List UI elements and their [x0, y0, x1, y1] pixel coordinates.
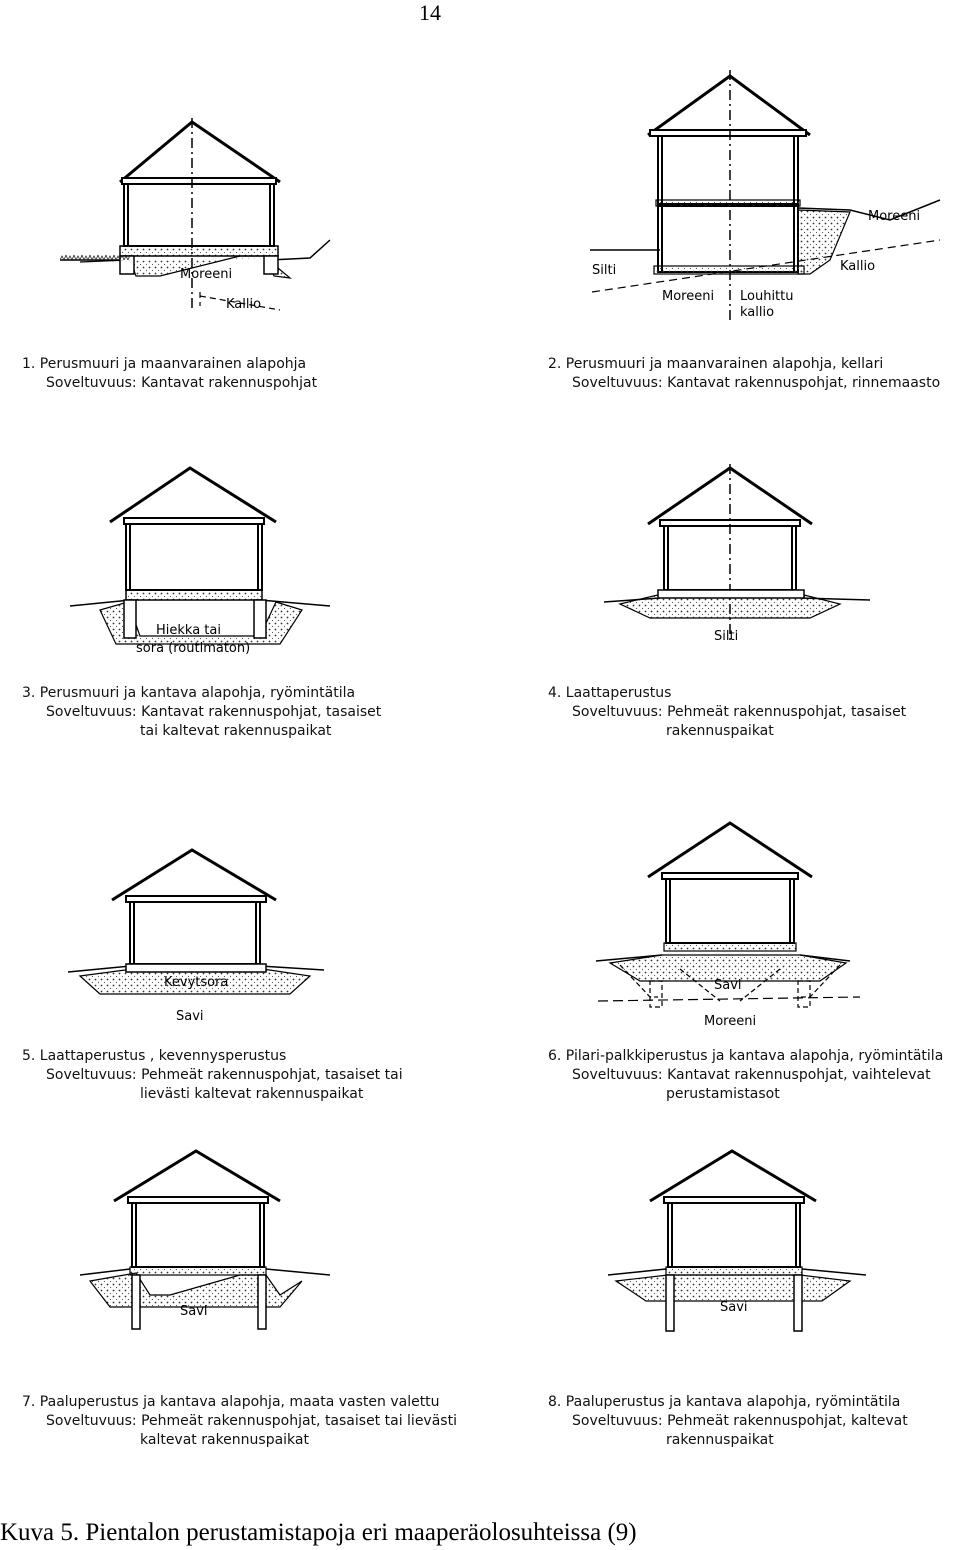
caption-suitability: Soveltuvuus: Pehmeät rakennuspohjat, tasaiset tai lievästi [46, 1413, 457, 1429]
soil-label-kallio-lower: kallio [740, 305, 775, 320]
diagram-panel-3 [40, 460, 480, 660]
soil-label-savi: Savi [714, 978, 742, 993]
house-section-1 [40, 110, 480, 330]
caption-title: 5. Laattaperustus , kevennysperustus [22, 1048, 287, 1064]
diagram-panel-2 [500, 60, 940, 330]
diagram-panel-4 [500, 460, 940, 650]
soil-label-silti: Silti [714, 629, 739, 644]
caption-title: 7. Paaluperustus ja kantava alapohja, maata vasten valettu [22, 1394, 440, 1410]
soil-label-savi: Savi [176, 1009, 204, 1024]
caption-suitability: Soveltuvuus: Pehmeät rakennuspohjat, kaltevat [572, 1413, 908, 1429]
caption-title: 8. Paaluperustus ja kantava alapohja, ryömintätila [548, 1394, 901, 1410]
caption-title: 3. Perusmuuri ja kantava alapohja, ryömintätila [22, 685, 356, 701]
caption-suitability-cont: tai kaltevat rakennuspaikat [140, 723, 332, 739]
house-section-3 [40, 460, 480, 660]
diagram-panel-6 [500, 815, 940, 1035]
caption-suitability-cont: kaltevat rakennuspaikat [140, 1432, 309, 1448]
soil-label-silti: Silti [592, 263, 617, 278]
diagram-panel-1 [40, 110, 480, 330]
caption-4 [548, 684, 906, 741]
house-section-6 [500, 815, 940, 1035]
diagram-panel-5 [40, 840, 480, 1030]
caption-8 [548, 1393, 908, 1450]
soil-label-savi: Savi [720, 1300, 748, 1315]
caption-suitability-cont: perustamistasot [666, 1086, 780, 1102]
soil-label-kevytsora: Kevytsora [164, 975, 229, 990]
caption-3 [22, 684, 381, 741]
soil-label-louhittu: Louhittu [740, 289, 794, 304]
caption-suitability-cont: rakennuspaikat [666, 1432, 774, 1448]
caption-suitability: Soveltuvuus: Kantavat rakennuspohjat, rinnemaasto [572, 375, 941, 391]
caption-suitability: Soveltuvuus: Kantavat rakennuspohjat, vaihtelevat [572, 1067, 931, 1083]
house-section-7 [40, 1145, 480, 1335]
soil-label-moreeni: Moreeni [704, 1014, 757, 1029]
diagram-panel-8 [500, 1145, 940, 1335]
caption-1 [22, 355, 317, 393]
caption-6 [548, 1047, 943, 1104]
caption-title: 4. Laattaperustus [548, 685, 672, 701]
house-section-5 [40, 840, 480, 1030]
caption-5 [22, 1047, 403, 1104]
figure-caption: Kuva 5. Pientalon perustamistapoja eri maaperäolosuhteissa (9) [0, 1519, 637, 1546]
caption-2 [548, 355, 940, 393]
caption-suitability: Soveltuvuus: Pehmeät rakennuspohjat, tasaiset tai [46, 1067, 403, 1083]
caption-title: 2. Perusmuuri ja maanvarainen alapohja, kellari [548, 356, 884, 372]
soil-label-savi: Savi [180, 1304, 208, 1319]
caption-suitability: Soveltuvuus: Kantavat rakennuspohjat [46, 375, 318, 391]
soil-label-kallio: Kallio [840, 259, 876, 274]
caption-suitability-cont: rakennuspaikat [666, 723, 774, 739]
soil-label-moreeni: Moreeni [868, 209, 921, 224]
page-number: 14 [419, 0, 441, 25]
house-section-8 [500, 1145, 940, 1335]
soil-label-sora: sora (routimaton) [136, 641, 251, 656]
soil-label-moreeni-lower: Moreeni [662, 289, 715, 304]
soil-label-kallio: Kallio [226, 297, 262, 312]
caption-title: 1. Perusmuuri ja maanvarainen alapohja [22, 356, 307, 372]
soil-label-moreeni: Moreeni [180, 267, 233, 282]
caption-suitability-cont: lievästi kaltevat rakennuspaikat [140, 1086, 364, 1102]
caption-title: 6. Pilari-palkkiperustus ja kantava alapohja, ryömintätila [548, 1048, 944, 1064]
house-section-2 [500, 60, 950, 330]
house-section-4 [500, 460, 940, 650]
diagram-panel-7 [40, 1145, 480, 1335]
caption-7 [22, 1393, 457, 1450]
soil-label-hiekka: Hiekka tai [156, 623, 221, 638]
caption-suitability: Soveltuvuus: Kantavat rakennuspohjat, tasaiset [46, 704, 382, 720]
caption-suitability: Soveltuvuus: Pehmeät rakennuspohjat, tasaiset [572, 704, 907, 720]
